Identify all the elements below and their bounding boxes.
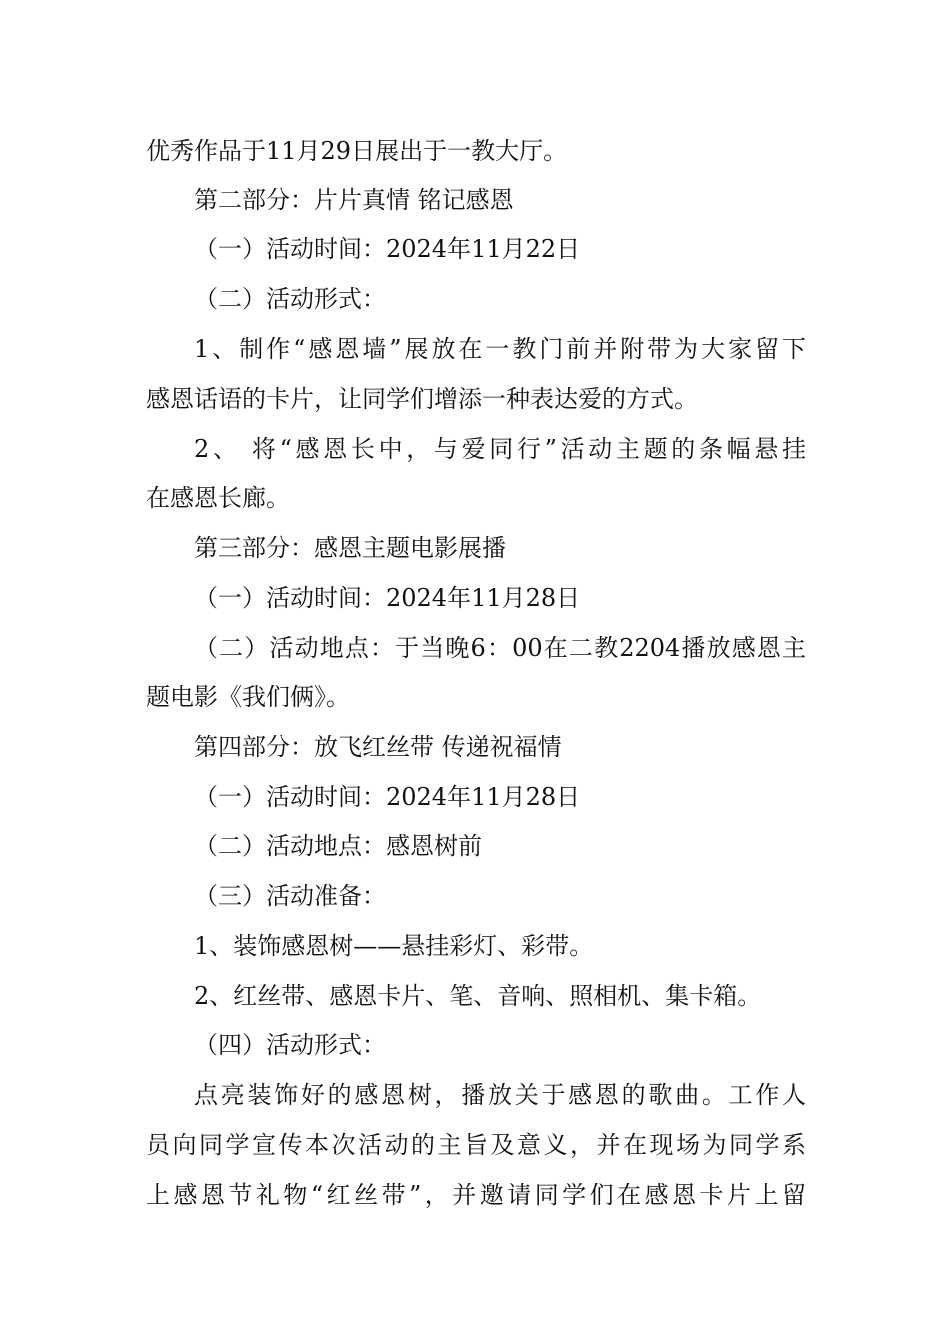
section-heading: 第四部分：放飞红丝带 传递祝福情	[194, 733, 562, 761]
paragraph-line: 感恩话语的卡片，让同学们增添一种表达爱的方式。	[146, 385, 698, 413]
paragraph-line: （一）活动时间：2024年11月28日	[194, 783, 581, 811]
paragraph-line: （二）活动形式：	[194, 285, 386, 313]
paragraph-line: 1、装饰感恩树——悬挂彩灯、彩带。	[194, 932, 594, 960]
paragraph-line: 1、制作“感恩墙”展放在一教门前并附带为大家留下	[194, 335, 806, 363]
paragraph-line: 在感恩长廊。	[146, 484, 290, 512]
paragraph-line: （四）活动形式：	[194, 1031, 386, 1059]
paragraph-line: 2、 将“感恩长中，与爱同行”活动主题的条幅悬挂	[194, 435, 806, 463]
section-heading: 第三部分：感恩主题电影展播	[194, 534, 506, 562]
paragraph-line: 员向同学宣传本次活动的主旨及意义，并在现场为同学系	[146, 1131, 806, 1159]
section-heading: 第二部分：片片真情 铭记感恩	[194, 186, 514, 214]
paragraph-line: （一）活动时间：2024年11月22日	[194, 235, 581, 263]
paragraph-line: （二）活动地点：感恩树前	[194, 832, 482, 860]
paragraph-line: （一）活动时间：2024年11月28日	[194, 584, 581, 612]
paragraph-line: （二）活动地点：于当晚6：00在二教2204播放感恩主	[194, 634, 806, 662]
paragraph-line: 题电影《我们俩》。	[146, 683, 350, 711]
paragraph-line: （三）活动准备：	[194, 882, 386, 910]
paragraph-line: 2、红丝带、感恩卡片、笔、音响、照相机、集卡箱。	[194, 982, 762, 1010]
paragraph-line: 点亮装饰好的感恩树，播放关于感恩的歌曲。工作人	[194, 1081, 806, 1109]
paragraph-line: 优秀作品于11月29日展出于一教大厅。	[146, 137, 568, 165]
paragraph-line: 上感恩节礼物“红丝带”，并邀请同学们在感恩卡片上留	[146, 1181, 806, 1209]
